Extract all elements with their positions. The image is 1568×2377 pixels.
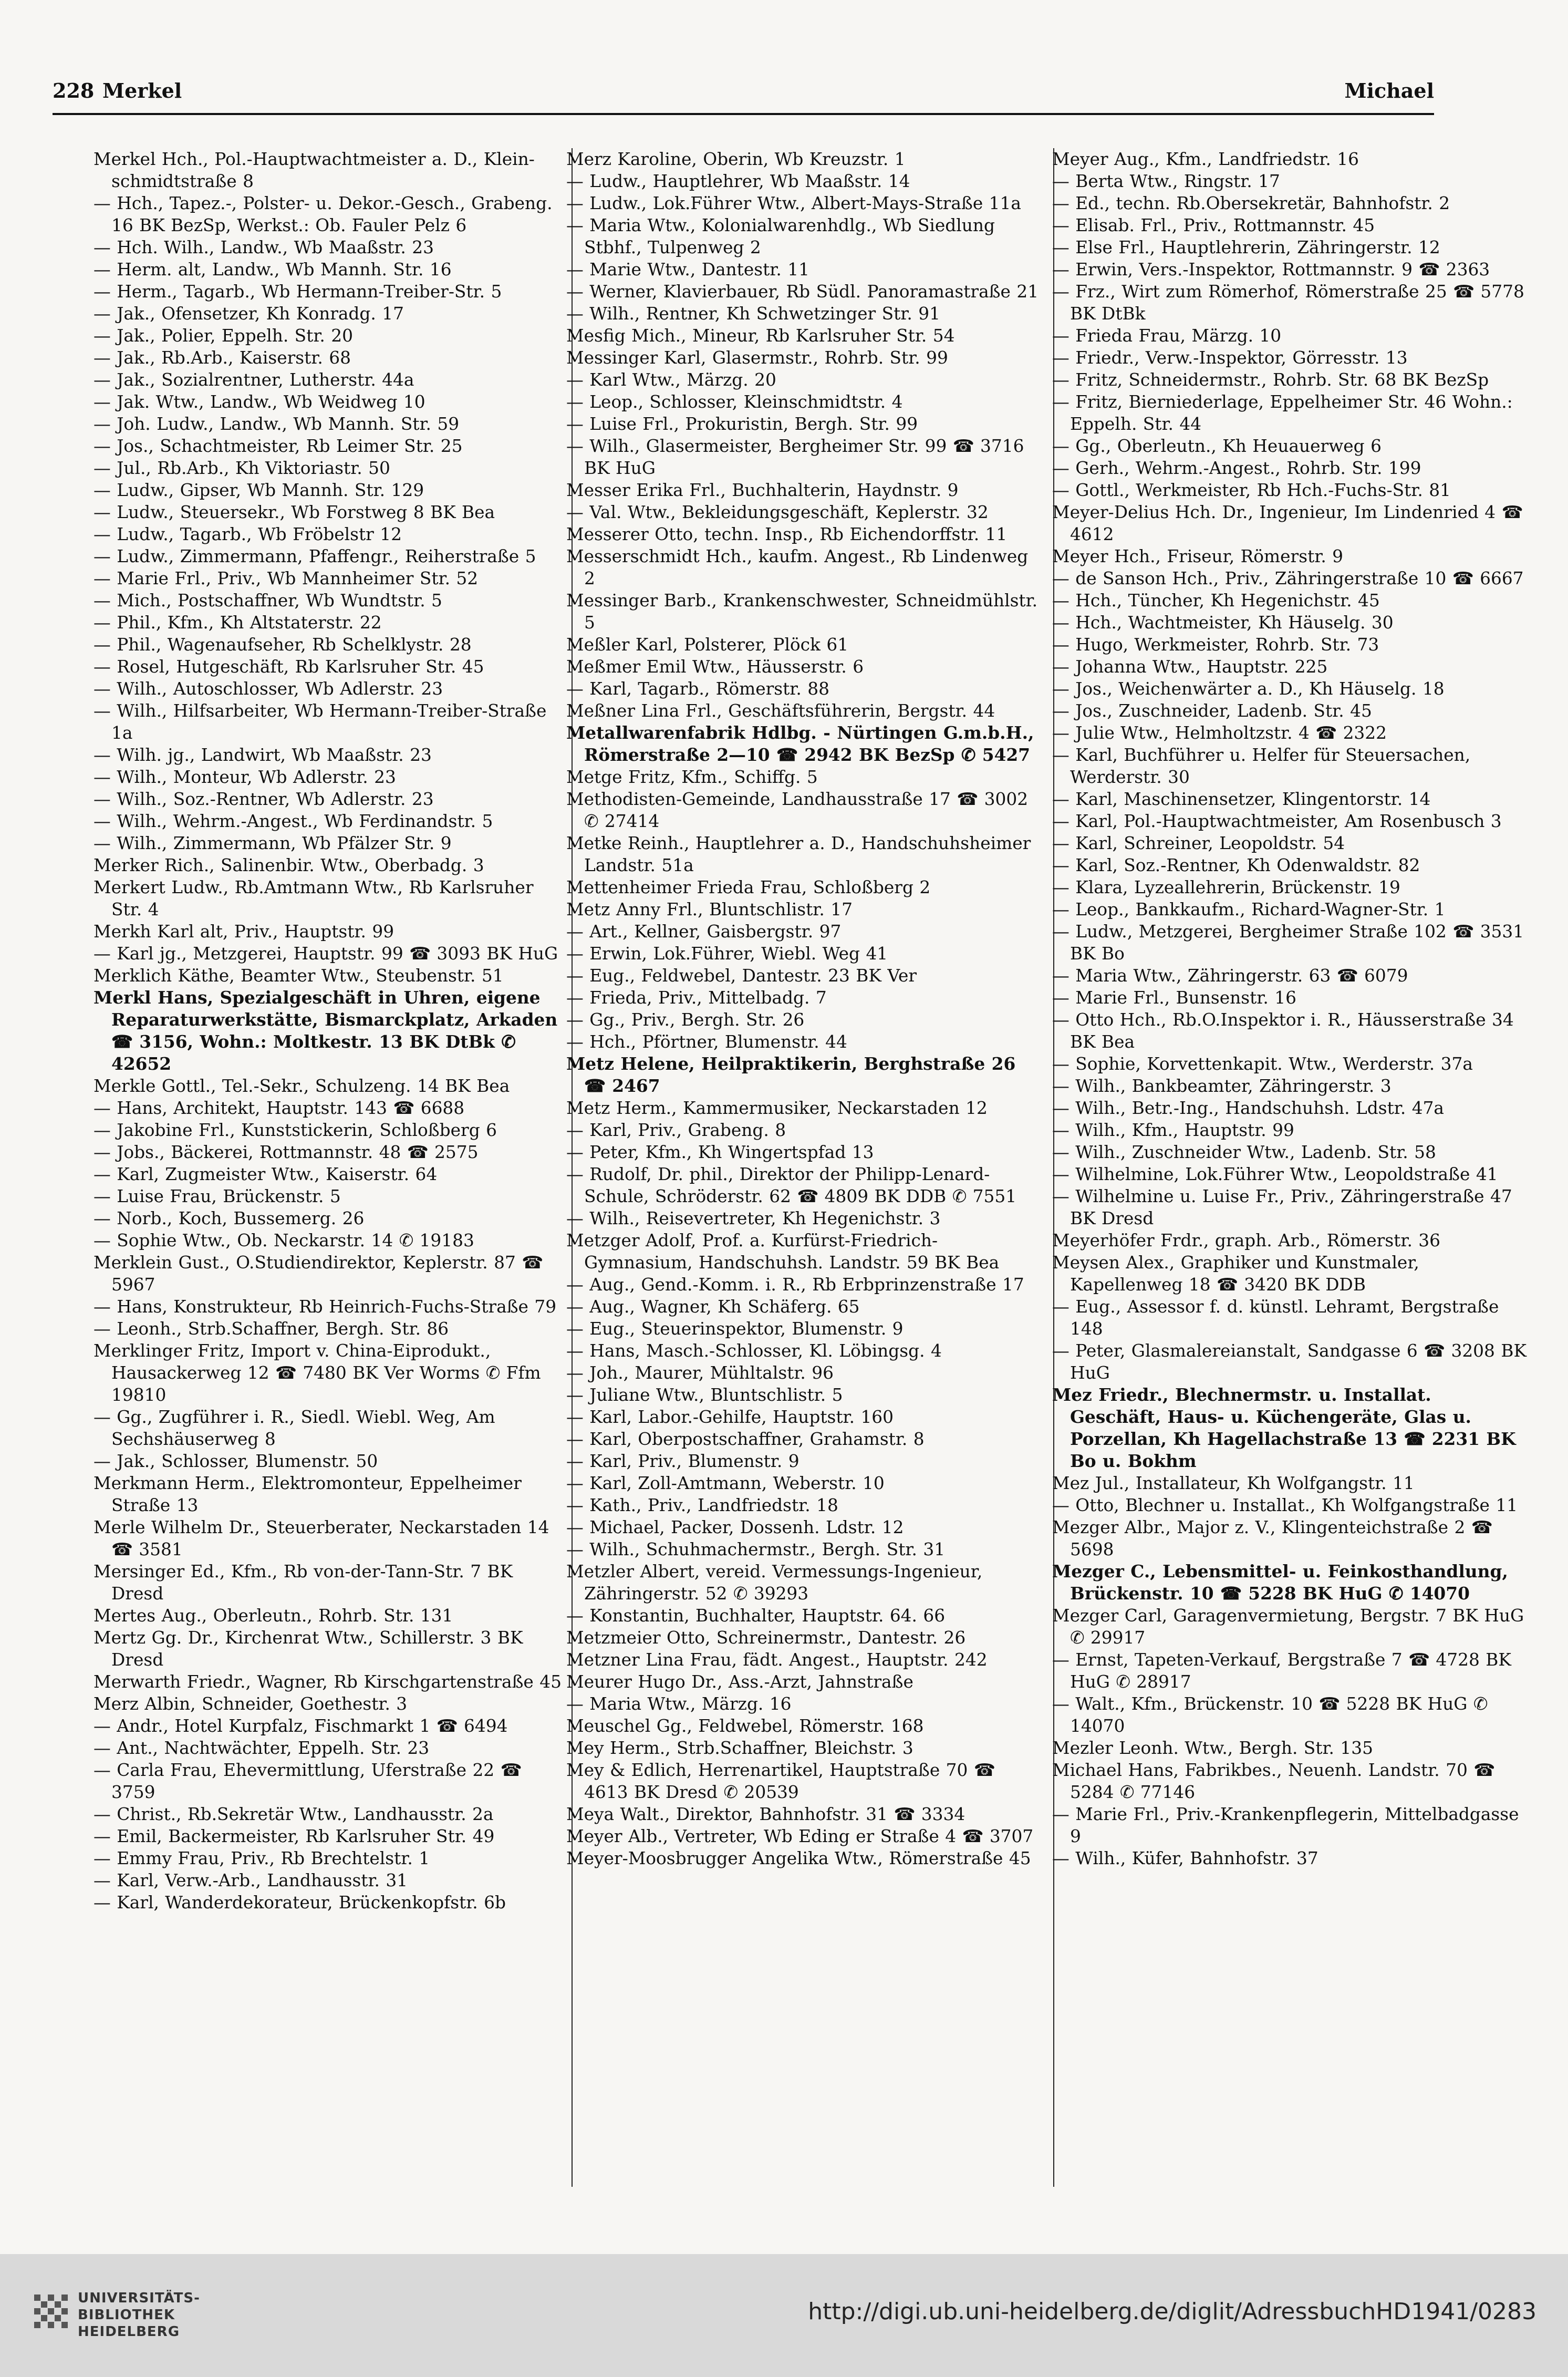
directory-entry: — Karl jg., Metzgerei, Hauptstr. 99 ☎ 3093 BK HuG (94, 944, 558, 964)
directory-entry: — Eug., Assessor f. d. künstl. Lehramt, Bergstraße 148 (1052, 1297, 1499, 1339)
directory-entry: — Leop., Schlosser, Kleinschmidtstr. 4 (566, 392, 903, 412)
directory-entry: Meurer Hugo Dr., Ass.-Arzt, Jahnstraße (566, 1672, 913, 1692)
directory-entry: — Herm. alt, Landw., Wb Mannh. Str. 16 (94, 260, 452, 280)
directory-entry: — Else Frl., Hauptlehrerin, Zähringerstr. 12 (1052, 237, 1440, 257)
directory-entry: Meyerhöfer Frdr., graph. Arb., Römerstr. 36 (1052, 1231, 1441, 1250)
directory-entry: — Marie Frl., Priv., Wb Mannheimer Str. 52 (94, 569, 479, 588)
directory-entry: — Hugo, Werkmeister, Rohrb. Str. 73 (1052, 635, 1379, 655)
page-number: 228 (53, 79, 95, 102)
directory-entry: Meyer Alb., Vertreter, Wb Eding er Straße 4 ☎ 3707 (566, 1826, 1034, 1846)
directory-entry: — Jul., Rb.Arb., Kh Viktoriastr. 50 (94, 458, 390, 478)
directory-entry: Metz Helene, Heilpraktikerin, Berghstraße 26 ☎ 2467 (566, 1053, 1016, 1096)
directory-entry: — Rosel, Hutgeschäft, Rb Karlsruher Str. 45 (94, 657, 484, 677)
directory-entry: — Maria Wtw., Märzg. 16 (566, 1694, 792, 1714)
directory-entry: — Karl, Oberpostschaffner, Grahamstr. 8 (566, 1429, 925, 1449)
directory-entry: Meuschel Gg., Feldwebel, Römerstr. 168 (566, 1716, 924, 1736)
directory-entry: — de Sanson Hch., Priv., Zähringerstraße 10 ☎ 6667 (1052, 569, 1524, 588)
directory-entry: — Werner, Klavierbauer, Rb Südl. Panoramastraße 21 (566, 282, 1039, 302)
directory-entry: — Jos., Zuschneider, Ladenb. Str. 45 (1052, 701, 1372, 721)
directory-entry: Meyer-Delius Hch. Dr., Ingenieur, Im Lindenried 4 ☎ 4612 (1052, 502, 1523, 544)
directory-entry: — Luise Frau, Brückenstr. 5 (94, 1186, 341, 1206)
directory-entry: — Sophie Wtw., Ob. Neckarstr. 14 ✆ 19183 (94, 1231, 474, 1250)
directory-entry: — Gerh., Wehrm.-Angest., Rohrb. Str. 199 (1052, 458, 1421, 478)
directory-entry: — Jak., Rb.Arb., Kaiserstr. 68 (94, 348, 351, 368)
directory-entry: — Karl, Zoll-Amtmann, Weberstr. 10 (566, 1473, 885, 1493)
directory-entry: Metz Herm., Kammermusiker, Neckarstaden 12 (566, 1098, 988, 1118)
directory-entry: Mesfig Mich., Mineur, Rb Karlsruher Str. 54 (566, 326, 955, 346)
directory-entry: — Karl, Priv., Blumenstr. 9 (566, 1451, 799, 1471)
directory-entry: — Luise Frl., Prokuristin, Bergh. Str. 99 (566, 414, 918, 434)
header-left-word: Merkel (102, 79, 182, 102)
directory-entry: Meyer-Moosbrugger Angelika Wtw., Römerstraße 45 (566, 1848, 1031, 1868)
directory-entry: — Wilh., Kfm., Hauptstr. 99 (1052, 1120, 1294, 1140)
directory-entry: — Karl, Verw.-Arb., Landhausstr. 31 (94, 1870, 408, 1890)
directory-entry: — Jobs., Bäckerei, Rottmannstr. 48 ☎ 2575 (94, 1142, 479, 1162)
directory-entry: — Johanna Wtw., Hauptstr. 225 (1052, 657, 1328, 677)
directory-entry: Merklich Käthe, Beamter Wtw., Steubenstr. 51 (94, 966, 504, 986)
directory-entry: — Phil., Wagenaufseher, Rb Schelklystr. 28 (94, 635, 472, 655)
column-2 (566, 148, 1042, 2187)
directory-entry: — Fritz, Schneidermstr., Rohrb. Str. 68 BK BezSp (1052, 370, 1489, 390)
directory-entry: — Fritz, Bierniederlage, Eppelheimer Str. 46 Wohn.: Eppelh. Str. 44 (1052, 392, 1513, 434)
directory-entry: — Wilhelmine u. Luise Fr., Priv., Zähringerstraße 47 BK Dresd (1052, 1186, 1512, 1228)
directory-entry: Mertz Gg. Dr., Kirchenrat Wtw., Schillerstr. 3 BK Dresd (94, 1628, 523, 1670)
directory-entry: Metzler Albert, vereid. Vermessungs-Ingenieur, Zähringerstr. 52 ✆ 39293 (566, 1562, 983, 1604)
directory-entry: — Hch. Wilh., Landw., Wb Maaßstr. 23 (94, 237, 434, 257)
directory-entry: — Otto Hch., Rb.O.Inspektor i. R., Häusserstraße 34 BK Bea (1052, 1010, 1514, 1052)
directory-entry: — Aug., Wagner, Kh Schäferg. 65 (566, 1297, 860, 1317)
directory-entry: — Erwin, Vers.-Inspektor, Rottmannstr. 9 ☎ 2363 (1052, 260, 1490, 280)
directory-entry: Messinger Karl, Glasermstr., Rohrb. Str. 99 (566, 348, 948, 368)
directory-entry: — Wilh., Zuschneider Wtw., Ladenb. Str. 58 (1052, 1142, 1436, 1162)
directory-entry: — Ernst, Tapeten-Verkauf, Bergstraße 7 ☎ 4728 BK HuG ✆ 28917 (1052, 1650, 1511, 1692)
column-3 (1052, 148, 1528, 2187)
directory-entry: — Gg., Oberleutn., Kh Heuauerweg 6 (1052, 436, 1382, 456)
directory-entry: Mey Herm., Strb.Schaffner, Bleichstr. 3 (566, 1738, 913, 1758)
library-logo-icon (34, 2295, 68, 2328)
directory-entry: — Christ., Rb.Sekretär Wtw., Landhausstr. 2a (94, 1804, 494, 1824)
directory-entry: — Marie Wtw., Dantestr. 11 (566, 260, 809, 280)
directory-entry: — Eug., Feldwebel, Dantestr. 23 BK Ver (566, 966, 917, 986)
directory-entry: — Ludw., Tagarb., Wb Fröbelstr 12 (94, 524, 402, 544)
directory-entry: Mey & Edlich, Herrenartikel, Hauptstraße 70 ☎ 4613 BK Dresd ✆ 20539 (566, 1760, 995, 1802)
directory-entry: Merkl Hans, Spezialgeschäft in Uhren, eigene Reparaturwerkstätte, Bismarckplatz, Arkaden ☎ 3156, Wohn.: Moltkestr. 13 BK DtBk ✆ 42652 (94, 987, 558, 1074)
directory-entry: — Gg., Priv., Bergh. Str. 26 (566, 1010, 805, 1030)
directory-entry: — Carla Frau, Ehevermittlung, Uferstraße 22 ☎ 3759 (94, 1760, 522, 1802)
directory-entry: — Hans, Konstrukteur, Rb Heinrich-Fuchs-Straße 79 (94, 1297, 557, 1317)
directory-entry: — Walt., Kfm., Brückenstr. 10 ☎ 5228 BK HuG ✆ 14070 (1052, 1694, 1488, 1736)
logo-line-3: HEIDELBERG (78, 2324, 180, 2340)
library-logo-text (78, 2290, 200, 2340)
directory-entry: — Jos., Schachtmeister, Rb Leimer Str. 25 (94, 436, 463, 456)
directory-entry: — Wilh., Hilfsarbeiter, Wb Hermann-Treiber-Straße 1a (94, 701, 547, 743)
directory-entry: — Emmy Frau, Priv., Rb Brechtelstr. 1 (94, 1848, 430, 1868)
directory-entry: — Ludw., Zimmermann, Pfaffengr., Reiherstraße 5 (94, 546, 536, 566)
directory-entry: — Leop., Bankkaufm., Richard-Wagner-Str. 1 (1052, 900, 1446, 919)
directory-entry: — Frieda Frau, Märzg. 10 (1052, 326, 1282, 346)
directory-entry: — Marie Frl., Priv.-Krankenpflegerin, Mittelbadgasse 9 (1052, 1804, 1519, 1846)
directory-entry: Meßler Karl, Polsterer, Plöck 61 (566, 635, 849, 655)
directory-entry: Merz Karoline, Oberin, Wb Kreuzstr. 1 (566, 149, 906, 169)
directory-entry: — Norb., Koch, Bussemerg. 26 (94, 1208, 365, 1228)
directory-entry: — Jak., Polier, Eppelh. Str. 20 (94, 326, 353, 346)
directory-entry: — Wilh., Schuhmachermstr., Bergh. Str. 31 (566, 1539, 946, 1559)
directory-entry: Merkert Ludw., Rb.Amtmann Wtw., Rb Karlsruher Str. 4 (94, 877, 534, 919)
directory-entry: — Eug., Steuerinspektor, Blumenstr. 9 (566, 1319, 904, 1339)
directory-entry: — Wilh., Zimmermann, Wb Pfälzer Str. 9 (94, 833, 452, 853)
directory-entry: — Hch., Tapez.-, Polster- u. Dekor.-Gesch., Grabeng. 16 BK BezSp, Werkst.: Ob. Fauler Pelz 6 (94, 193, 553, 235)
directory-entry: — Julie Wtw., Helmholtzstr. 4 ☎ 2322 (1052, 723, 1387, 743)
directory-entry: — Rudolf, Dr. phil., Direktor der Philipp-Lenard-Schule, Schröderstr. 62 ☎ 4809 BK DDB ✆ 7551 (566, 1164, 1017, 1206)
directory-entry: — Andr., Hotel Kurpfalz, Fischmarkt 1 ☎ 6494 (94, 1716, 508, 1736)
directory-entry: — Joh., Maurer, Mühltalstr. 96 (566, 1363, 834, 1383)
directory-entry: Metzner Lina Frau, fädt. Angest., Hauptstr. 242 (566, 1650, 988, 1670)
directory-entry: Meyer Aug., Kfm., Landfriedstr. 16 (1052, 149, 1359, 169)
directory-entry: — Gottl., Werkmeister, Rb Hch.-Fuchs-Str. 81 (1052, 480, 1451, 500)
directory-entry: Messerer Otto, techn. Insp., Rb Eichendorffstr. 11 (566, 524, 1008, 544)
directory-entry: Metge Fritz, Kfm., Schiffg. 5 (566, 767, 818, 787)
directory-entry: Methodisten-Gemeinde, Landhausstraße 17 ☎ 3002 ✆ 27414 (566, 789, 1029, 831)
directory-entry: — Karl, Zugmeister Wtw., Kaiserstr. 64 (94, 1164, 438, 1184)
directory-entry: — Frieda, Priv., Mittelbadg. 7 (566, 988, 827, 1008)
directory-entry: — Hans, Architekt, Hauptstr. 143 ☎ 6688 (94, 1098, 465, 1118)
directory-entry: — Wilh. jg., Landwirt, Wb Maaßstr. 23 (94, 745, 432, 765)
directory-entry: Merle Wilhelm Dr., Steuerberater, Neckarstaden 14 ☎ 3581 (94, 1517, 549, 1559)
directory-entry: Meya Walt., Direktor, Bahnhofstr. 31 ☎ 3334 (566, 1804, 965, 1824)
directory-entry: — Hch., Tüncher, Kh Hegenichstr. 45 (1052, 591, 1380, 611)
directory-entry: — Hch., Pförtner, Blumenstr. 44 (566, 1032, 847, 1052)
directory-entry: — Michael, Packer, Dossenh. Ldstr. 12 (566, 1517, 904, 1537)
directory-entry: — Peter, Kfm., Kh Wingertspfad 13 (566, 1142, 874, 1162)
directory-entry: — Emil, Backermeister, Rb Karlsruher Str. 49 (94, 1826, 495, 1846)
directory-entry: — Karl, Priv., Grabeng. 8 (566, 1120, 786, 1140)
directory-entry: — Karl Wtw., Märzg. 20 (566, 370, 776, 390)
directory-entry: — Wilh., Glasermeister, Bergheimer Str. 99 ☎ 3716 BK HuG (566, 436, 1024, 478)
directory-entry: Merz Albin, Schneider, Goethestr. 3 (94, 1694, 408, 1714)
directory-entry: — Karl, Buchführer u. Helfer für Steuersachen, Werderstr. 30 (1052, 745, 1471, 787)
directory-entry: — Karl, Schreiner, Leopoldstr. 54 (1052, 833, 1345, 853)
directory-entry: Messinger Barb., Krankenschwester, Schneidmühlstr. 5 (566, 591, 1038, 633)
directory-entry: Meßner Lina Frl., Geschäftsführerin, Bergstr. 44 (566, 701, 995, 721)
directory-entry: Mezger Albr., Major z. V., Klingenteichstraße 2 ☎ 5698 (1052, 1517, 1493, 1559)
directory-entry: Mertes Aug., Oberleutn., Rohrb. Str. 131 (94, 1606, 453, 1626)
directory-entry: — Sophie, Korvettenkapit. Wtw., Werderstr. 37a (1052, 1054, 1473, 1074)
directory-entry: Metke Reinh., Hauptlehrer a. D., Handschuhsheimer Landstr. 51a (566, 833, 1031, 875)
directory-entry: — Frz., Wirt zum Römerhof, Römerstraße 25 ☎ 5778 BK DtBk (1052, 282, 1524, 324)
directory-entry: — Marie Frl., Bunsenstr. 16 (1052, 988, 1296, 1008)
directory-entry: — Wilh., Soz.-Rentner, Wb Adlerstr. 23 (94, 789, 434, 809)
directory-entry: — Elisab. Frl., Priv., Rottmannstr. 45 (1052, 215, 1375, 235)
directory-entry: — Erwin, Lok.Führer, Wiebl. Weg 41 (566, 944, 888, 964)
directory-entry: Mez Friedr., Blechnermstr. u. Installat. Geschäft, Haus- u. Küchengeräte, Glas u. Porzellan, Kh Hagellachstraße 13 ☎ 2231 BK Bo u. Bokhm (1052, 1384, 1516, 1471)
directory-entry: — Maria Wtw., Kolonialwarenhdlg., Wb Siedlung Stbhf., Tulpenweg 2 (566, 215, 995, 257)
directory-entry: Merkmann Herm., Elektromonteur, Eppelheimer Straße 13 (94, 1473, 522, 1515)
directory-entry: — Aug., Gend.-Komm. i. R., Rb Erbprinzenstraße 17 (566, 1275, 1024, 1295)
directory-entry: Mezger Carl, Garagenvermietung, Bergstr. 7 BK HuG ✆ 29917 (1052, 1606, 1524, 1648)
directory-entry: Meysen Alex., Graphiker und Kunstmaler, Kapellenweg 18 ☎ 3420 BK DDB (1052, 1253, 1419, 1295)
directory-entry: — Wilh., Autoschlosser, Wb Adlerstr. 23 (94, 679, 443, 699)
directory-entry: — Hch., Wachtmeister, Kh Häuselg. 30 (1052, 613, 1394, 633)
directory-entry: — Friedr., Verw.-Inspektor, Görresstr. 13 (1052, 348, 1408, 368)
directory-entry: — Jak. Wtw., Landw., Wb Weidweg 10 (94, 392, 425, 412)
directory-entry: — Ludw., Gipser, Wb Mannh. Str. 129 (94, 480, 424, 500)
source-url-link[interactable]: http://digi.ub.uni-heidelberg.de/diglit/AdressbuchHD1941/0283 (808, 2298, 1536, 2325)
directory-entry: — Ludw., Metzgerei, Bergheimer Straße 102 ☎ 3531 BK Bo (1052, 922, 1524, 964)
directory-entry: — Peter, Glasmalereianstalt, Sandgasse 6 ☎ 3208 BK HuG (1052, 1341, 1527, 1383)
directory-entry: — Hans, Masch.-Schlosser, Kl. Löbingsg. 4 (566, 1341, 942, 1361)
header-right-word: Michael (1344, 79, 1434, 102)
directory-entry: Mezger C., Lebensmittel- u. Feinkosthandlung, Brückenstr. 10 ☎ 5228 BK HuG ✆ 14070 (1052, 1561, 1508, 1604)
directory-entry: Mettenheimer Frieda Frau, Schloßberg 2 (566, 877, 931, 897)
directory-entry: — Gg., Zugführer i. R., Siedl. Wiebl. Weg, Am Sechshäuserweg 8 (94, 1407, 495, 1449)
directory-entry: — Val. Wtw., Bekleidungsgeschäft, Keplerstr. 32 (566, 502, 989, 522)
directory-entry: Merklein Gust., O.Studiendirektor, Keplerstr. 87 ☎ 5967 (94, 1253, 544, 1295)
directory-entry: Meyer Hch., Friseur, Römerstr. 9 (1052, 546, 1344, 566)
directory-entry: — Karl, Tagarb., Römerstr. 88 (566, 679, 829, 699)
directory-entry: Messerschmidt Hch., kaufm. Angest., Rb Lindenweg 2 (566, 546, 1029, 588)
directory-entry: — Karl, Labor.-Gehilfe, Hauptstr. 160 (566, 1407, 894, 1427)
directory-entry: — Konstantin, Buchhalter, Hauptstr. 64. 66 (566, 1606, 946, 1626)
directory-entry: Mez Jul., Installateur, Kh Wolfgangstr. 11 (1052, 1473, 1415, 1493)
header-rule (53, 113, 1434, 115)
directory-entry: — Wilh., Monteur, Wb Adlerstr. 23 (94, 767, 396, 787)
directory-entry: — Karl, Soz.-Rentner, Kh Odenwaldstr. 82 (1052, 855, 1420, 875)
directory-entry: Metallwarenfabrik Hdlbg. - Nürtingen G.m.b.H., Römerstraße 2—10 ☎ 2942 BK BezSp ✆ 5427 (566, 722, 1034, 765)
directory-entry: — Wilh., Wehrm.-Angest., Wb Ferdinandstr. 5 (94, 811, 493, 831)
directory-entry: — Mich., Postschaffner, Wb Wundtstr. 5 (94, 591, 442, 611)
directory-entry: — Juliane Wtw., Bluntschlistr. 5 (566, 1385, 843, 1405)
directory-entry: — Jak., Schlosser, Blumenstr. 50 (94, 1451, 378, 1471)
directory-entry: Merkle Gottl., Tel.-Sekr., Schulzeng. 14 BK Bea (94, 1076, 510, 1096)
directory-entry: — Wilh., Bankbeamter, Zähringerstr. 3 (1052, 1076, 1392, 1096)
directory-entry: — Klara, Lyzeallehrerin, Brückenstr. 19 (1052, 877, 1400, 897)
directory-entry: Meßmer Emil Wtw., Häusserstr. 6 (566, 657, 864, 677)
logo-line-2: BIBLIOTHEK (78, 2307, 175, 2323)
directory-entry: Mersinger Ed., Kfm., Rb von-der-Tann-Str. 7 BK Dresd (94, 1562, 513, 1604)
directory-entry: — Wilh., Betr.-Ing., Handschuhsh. Ldstr. 47a (1052, 1098, 1444, 1118)
directory-entry: — Jos., Weichenwärter a. D., Kh Häuselg. 18 (1052, 679, 1445, 699)
directory-entry: Merkel Hch., Pol.-Hauptwachtmeister a. D., Klein-schmidtstraße 8 (94, 149, 535, 191)
directory-entry: Messer Erika Frl., Buchhalterin, Haydnstr. 9 (566, 480, 959, 500)
directory-entry: — Ludw., Lok.Führer Wtw., Albert-Mays-Straße 11a (566, 193, 1021, 213)
directory-entry: — Wilh., Küfer, Bahnhofstr. 37 (1052, 1848, 1318, 1868)
logo-line-1: UNIVERSITÄTS- (78, 2290, 200, 2306)
directory-entry: Metzmeier Otto, Schreinermstr., Dantestr. 26 (566, 1628, 966, 1648)
directory-entry: Mezler Leonh. Wtw., Bergh. Str. 135 (1052, 1738, 1373, 1758)
directory-entry: — Wilh., Rentner, Kh Schwetzinger Str. 91 (566, 304, 940, 324)
directory-entry: — Wilh., Reisevertreter, Kh Hegenichstr. 3 (566, 1208, 941, 1228)
directory-entry: — Berta Wtw., Ringstr. 17 (1052, 171, 1280, 191)
directory-entry: Merker Rich., Salinenbir. Wtw., Oberbadg. 3 (94, 855, 484, 875)
directory-entry: — Kath., Priv., Landfriedstr. 18 (566, 1495, 838, 1515)
directory-entry: — Otto, Blechner u. Installat., Kh Wolfgangstraße 11 (1052, 1495, 1518, 1515)
directory-entry: — Ludw., Steuersekr., Wb Forstweg 8 BK Bea (94, 502, 495, 522)
directory-entry: — Karl, Maschinensetzer, Klingentorstr. 14 (1052, 789, 1431, 809)
directory-entry: — Herm., Tagarb., Wb Hermann-Treiber-Str. 5 (94, 282, 502, 302)
directory-entry: Michael Hans, Fabrikbes., Neuenh. Landstr. 70 ☎ 5284 ✆ 77146 (1052, 1760, 1496, 1802)
directory-entry: — Karl, Pol.-Hauptwachtmeister, Am Rosenbusch 3 (1052, 811, 1502, 831)
directory-entry: Merwarth Friedr., Wagner, Rb Kirschgartenstraße 45 (94, 1672, 562, 1692)
directory-entry: — Phil., Kfm., Kh Altstaterstr. 22 (94, 613, 382, 633)
directory-entry: — Jakobine Frl., Kunststickerin, Schloßberg 6 (94, 1120, 497, 1140)
page-header (53, 79, 1434, 110)
directory-entry: — Leonh., Strb.Schaffner, Bergh. Str. 86 (94, 1319, 449, 1339)
directory-entry: — Maria Wtw., Zähringerstr. 63 ☎ 6079 (1052, 966, 1408, 986)
directory-entry: — Ludw., Hauptlehrer, Wb Maaßstr. 14 (566, 171, 910, 191)
directory-entry: Merkh Karl alt, Priv., Hauptstr. 99 (94, 922, 394, 942)
directory-entry: — Joh. Ludw., Landw., Wb Mannh. Str. 59 (94, 414, 460, 434)
directory-entry: — Ed., techn. Rb.Obersekretär, Bahnhofstr. 2 (1052, 193, 1450, 213)
directory-entry: — Ant., Nachtwächter, Eppelh. Str. 23 (94, 1738, 430, 1758)
directory-entry: Metzger Adolf, Prof. a. Kurfürst-Friedrich-Gymnasium, Handschuhsh. Landstr. 59 BK Bea (566, 1231, 1000, 1273)
directory-entry: — Karl, Wanderdekorateur, Brückenkopfstr. 6b (94, 1893, 506, 1913)
directory-entry: — Wilhelmine, Lok.Führer Wtw., Leopoldstraße 41 (1052, 1164, 1498, 1184)
directory-entry: — Art., Kellner, Gaisbergstr. 97 (566, 922, 842, 942)
directory-entry: Merklinger Fritz, Import v. China-Eiprodukt., Hausackerweg 12 ☎ 7480 BK Ver Worms ✆ Ffm 19810 (94, 1341, 541, 1405)
column-1 (94, 148, 569, 2187)
directory-entry: — Jak., Ofensetzer, Kh Konradg. 17 (94, 304, 404, 324)
directory-entry: — Jak., Sozialrentner, Lutherstr. 44a (94, 370, 414, 390)
directory-entry: Metz Anny Frl., Bluntschlistr. 17 (566, 900, 853, 919)
